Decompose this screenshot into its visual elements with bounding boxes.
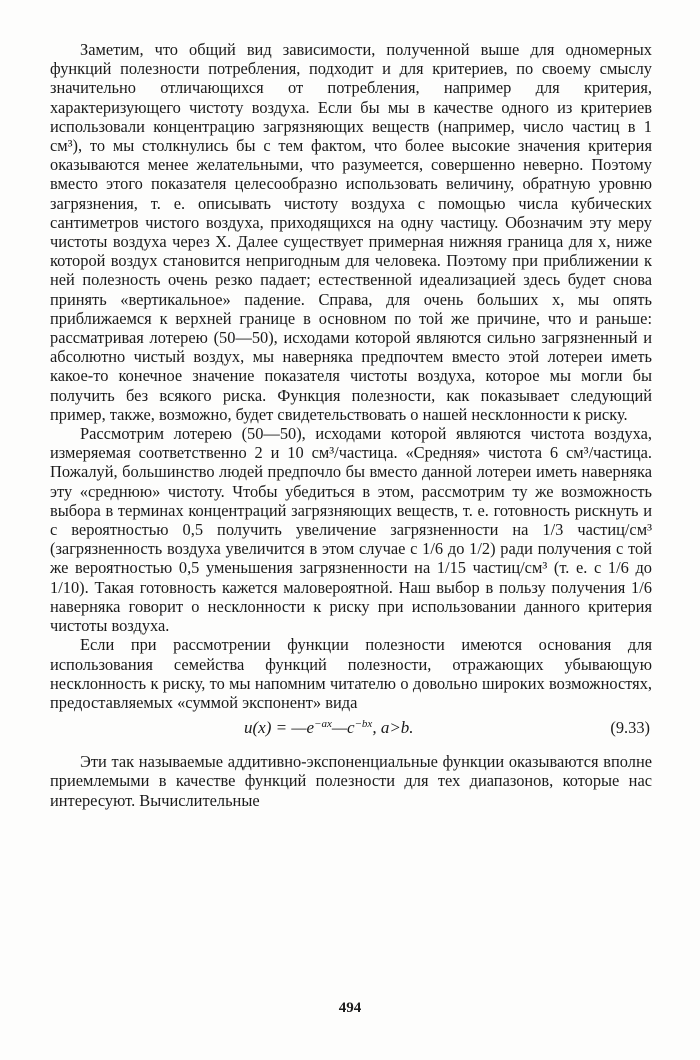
equation-number: (9.33): [610, 718, 650, 738]
paragraph-additive-exponential: Эти так называемые аддитивно-экспоненциальные функции оказываются вполне приемлемыми в качестве функций полезности для тех диапазонов, которые нас интересуют. Вычислительные: [50, 752, 652, 810]
equation-lhs: u(x) = —e: [244, 718, 315, 738]
equation-condition: , a>b.: [372, 718, 414, 738]
paragraph-lottery-example: Рассмотрим лотерею (50—50), исходами которой являются чистота воздуха, измеряемая соответственно 2 и 10 см³/частица. «Средняя» чистота 6 см³/частица. Пожалуй, большинство людей предпочло бы вместо данной лотереи иметь наверняка эту «среднюю» чистоту. Чтобы убедиться в этом, рассмотрим ту же возможность выбора в терминах концентраций загрязняющих веществ, т. е. готовность рискнуть и с вероятностью 0,5 получить увеличение загрязненности на 1/3 частиц/см³ (загрязненность воздуха увеличится в этом случае с 1/6 до 1/2) ради получения с той же вероятностью 0,5 уменьшения загрязненности на 1/15 частиц/см³ (т. е. с 1/6 до 1/10). Такая готовность кажется маловероятной. Наш выбор в пользу получения 1/6 наверняка говорит о несклонности к риску при использовании данного критерия чистоты воздуха.: [50, 424, 652, 636]
equation-exponent-a: −ax: [314, 718, 332, 731]
page-number: 494: [338, 1000, 362, 1016]
body-text: [50, 40, 652, 810]
equation-middle: —c: [331, 718, 355, 738]
paragraph-air-purity: Заметим, что общий вид зависимости, полученной выше для одномерных функций полезности потребления, подходит и для критериев, по своему смыслу значительно отличающихся от потребления, например для критерия, характеризующего чистоту воздуха. Если бы мы в качестве одного из критериев использовали концентрацию загрязняющих веществ (например, число частиц в 1 см³), то мы столкнулись бы с тем фактом, что более высокие значения критерия оказываются менее желательными, что разумеется, совершенно неверно. Поэтому вместо этого показателя целесообразно использовать величину, обратную уровню загрязнения, т. е. описывать чистоту воздуха с помощью числа кубических сантиметров чистого воздуха, приходящихся на одну частицу. Обозначим эту меру чистоты воздуха через X. Далее существует примерная нижняя граница для x, ниже которой воздух становится непригодным для человека. Поэтому при приближении к ней полезность очень резко падает; естественной идеализацией здесь будет снова принять «вертикальное» падение. Справа, для очень больших x, мы опять приближаемся к верхней границе в основном по той же причине, что и раньше: рассматривая лотерею (50—50), исходами которой являются сильно загрязненный и абсолютно чистый воздух, мы наверняка предпочтем вместо этой лотереи иметь какое-то конечное значение показателя чистоты воздуха, которое мы могли бы получить без всякого риска. Функция полезности, как показывает следующий пример, также, возможно, будет свидетельствовать о нашей несклонности к риску.: [50, 40, 652, 424]
equation-exponent-b: −bx: [354, 718, 373, 731]
paragraph-utility-family: Если при рассмотрении функции полезности имеются основания для использования семейства функций полезности, отражающих убывающую несклонность к риску, то мы напомним читателю о довольно широких возможностях, предоставляемых «суммой экспонент» вида: [50, 635, 652, 712]
equation-expression: [244, 718, 414, 737]
equation-9-33: [50, 718, 652, 740]
